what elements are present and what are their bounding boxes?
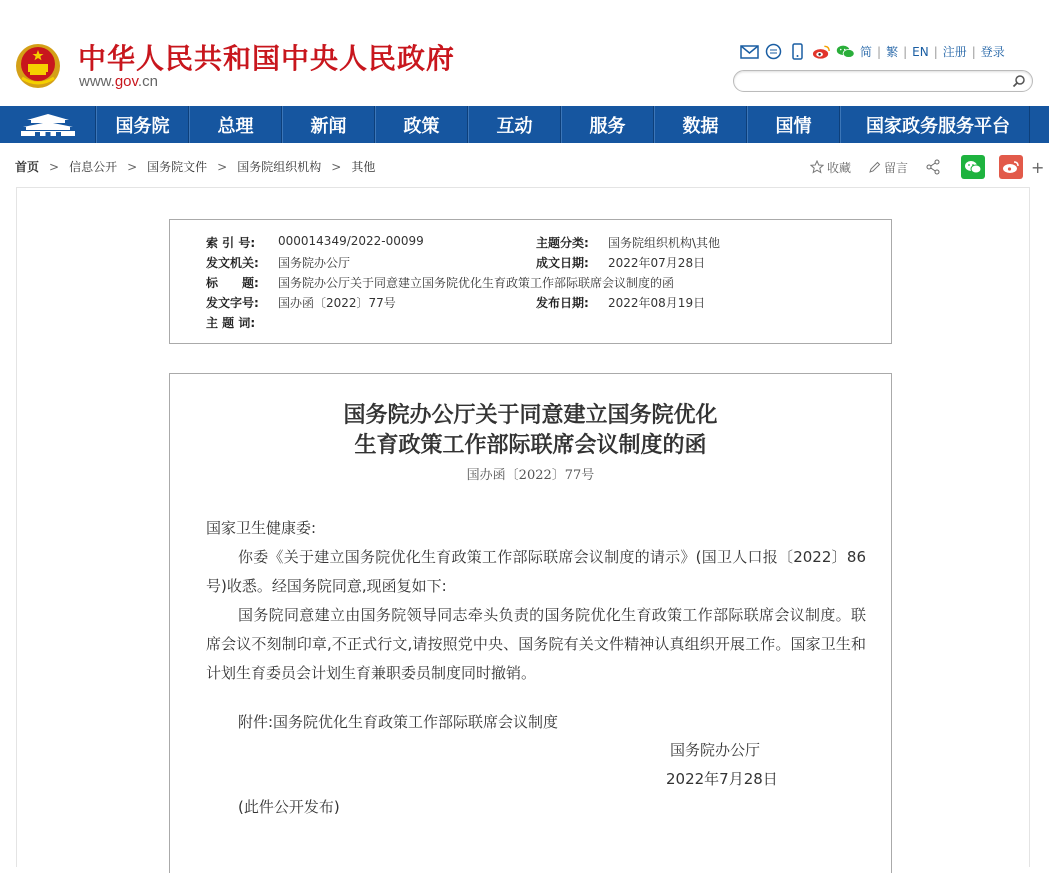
meta-label: 索 引 号:: [206, 236, 256, 250]
meta-value: 2022年08月19日: [608, 296, 706, 310]
site-title[interactable]: 中华人民共和国中央人民政府: [78, 42, 456, 75]
share-button[interactable]: [925, 159, 944, 175]
meta-row: [206, 274, 674, 291]
meta-value: 国务院组织机构\其他: [608, 236, 721, 250]
national-emblem-icon: [14, 42, 62, 90]
breadcrumb-other[interactable]: 其他: [351, 160, 376, 174]
search-icon[interactable]: [1012, 74, 1026, 88]
meta-row: [536, 234, 720, 251]
meta-value: 000014349/2022-00099: [278, 234, 424, 248]
wechat-icon[interactable]: [836, 43, 855, 60]
nav-item-news[interactable]: 新闻: [282, 106, 375, 143]
nav-item-service-platform[interactable]: 国家政务服务平台: [840, 106, 1030, 143]
meta-label: 成文日期:: [536, 256, 589, 270]
meta-row: [536, 294, 705, 311]
main-nav: [0, 106, 1049, 143]
signature-date: 2022年7月28日: [666, 770, 778, 788]
breadcrumb-bar: [0, 143, 1049, 187]
site-url: [79, 73, 158, 90]
url-suffix: .cn: [137, 73, 158, 90]
message-icon[interactable]: [764, 43, 783, 60]
link-login[interactable]: 登录: [980, 45, 1005, 59]
link-traditional[interactable]: 繁: [886, 45, 899, 59]
share-icon: [925, 159, 941, 175]
site-header: [0, 0, 1049, 106]
link-simplified[interactable]: 简: [860, 45, 873, 59]
mail-icon[interactable]: [740, 43, 759, 60]
favorite-label: 收藏: [827, 160, 852, 175]
meta-label: 发文字号:: [206, 296, 259, 310]
nav-item-data[interactable]: 数据: [654, 106, 747, 143]
signer: 国务院办公厅: [670, 741, 761, 759]
more-share-button[interactable]: +: [1031, 157, 1045, 177]
breadcrumb: [15, 158, 375, 175]
paragraph: 你委《关于建立国务院优化生育政策工作部际联席会议制度的请示》(国卫人口报〔2022〕86号)收悉。经国务院同意,现函复如下:: [206, 548, 866, 595]
meta-row: [206, 254, 350, 271]
content-page: [16, 187, 1030, 867]
search-input[interactable]: [744, 72, 1014, 92]
nav-home[interactable]: [0, 106, 96, 143]
meta-label: 主 题 词:: [206, 316, 256, 330]
separator: |: [903, 44, 908, 59]
favorite-button[interactable]: [810, 159, 851, 176]
mobile-icon[interactable]: [788, 43, 807, 60]
separator: |: [877, 44, 882, 59]
paragraph: 国务院同意建立由国务院领导同志牵头负责的国务院优化生育政策工作部际联席会议制度。联席会议不刻制印章,不正式行文,请按照党中央、国务院有关文件精神认真组织开展工作。国家卫生和计划生育委员会计划生育兼职委员制度同时撤销。: [206, 606, 866, 682]
chevron-right-icon: >: [217, 159, 228, 174]
star-icon: [810, 160, 824, 174]
comment-button[interactable]: [868, 159, 908, 176]
link-english[interactable]: EN: [912, 44, 929, 59]
meta-row: [536, 254, 705, 271]
chevron-right-icon: >: [49, 159, 60, 174]
breadcrumb-state-council-docs[interactable]: 国务院文件: [147, 160, 208, 174]
meta-value: 2022年07月28日: [608, 256, 706, 270]
document-text: [206, 514, 866, 688]
weibo-share-button[interactable]: [999, 155, 1023, 179]
nav-item-policy[interactable]: 政策: [375, 106, 468, 143]
meta-label: 主题分类:: [536, 236, 589, 250]
document-title-line2: 生育政策工作部际联席会议制度的函: [354, 432, 707, 458]
top-toolbar: [740, 43, 1005, 60]
document-number: 国办函〔2022〕77号: [466, 468, 595, 483]
meta-row: [206, 234, 424, 251]
separator: |: [971, 44, 976, 59]
share-bar: [810, 155, 1044, 179]
wechat-share-button[interactable]: [961, 155, 985, 179]
tiananmen-icon: [17, 112, 79, 138]
link-register[interactable]: 注册: [942, 45, 967, 59]
url-prefix: www.: [79, 73, 115, 90]
meta-value: 国办函〔2022〕77号: [278, 296, 396, 310]
wechat-icon: [964, 160, 982, 174]
meta-value: 国务院办公厅关于同意建立国务院优化生育政策工作部际联席会议制度的函: [278, 276, 675, 290]
breadcrumb-organizations[interactable]: 国务院组织机构: [237, 160, 322, 174]
comment-label: 留言: [884, 160, 909, 175]
meta-label: 发布日期:: [536, 296, 589, 310]
document-body: [169, 373, 892, 873]
weibo-icon[interactable]: [812, 43, 831, 60]
meta-label: 发文机关:: [206, 256, 259, 270]
url-brand: gov: [114, 73, 138, 90]
document-title-line1: 国务院办公厅关于同意建立国务院优化: [343, 402, 718, 428]
meta-row: [206, 314, 278, 331]
nav-item-services[interactable]: 服务: [561, 106, 654, 143]
pencil-icon: [868, 161, 881, 174]
salutation: 国家卫生健康委:: [206, 519, 317, 537]
publication-note: (此件公开发布): [238, 798, 340, 816]
nav-item-interaction[interactable]: 互动: [468, 106, 561, 143]
meta-row: [206, 294, 396, 311]
breadcrumb-home[interactable]: 首页: [15, 160, 40, 174]
nav-item-premier[interactable]: 总理: [189, 106, 282, 143]
nav-item-national-info[interactable]: 国情: [747, 106, 840, 143]
meta-label: 标 题:: [206, 276, 259, 290]
separator: |: [933, 44, 938, 59]
nav-item-state-council[interactable]: 国务院: [96, 106, 189, 143]
meta-value: 国务院办公厅: [278, 256, 351, 270]
attachment-line: 附件:国务院优化生育政策工作部际联席会议制度: [238, 713, 559, 731]
search-box: [733, 70, 1033, 92]
chevron-right-icon: >: [127, 159, 138, 174]
chevron-right-icon: >: [331, 159, 342, 174]
breadcrumb-info-disclosure[interactable]: 信息公开: [69, 160, 118, 174]
weibo-icon: [1002, 160, 1020, 174]
document-meta-table: [169, 219, 892, 344]
